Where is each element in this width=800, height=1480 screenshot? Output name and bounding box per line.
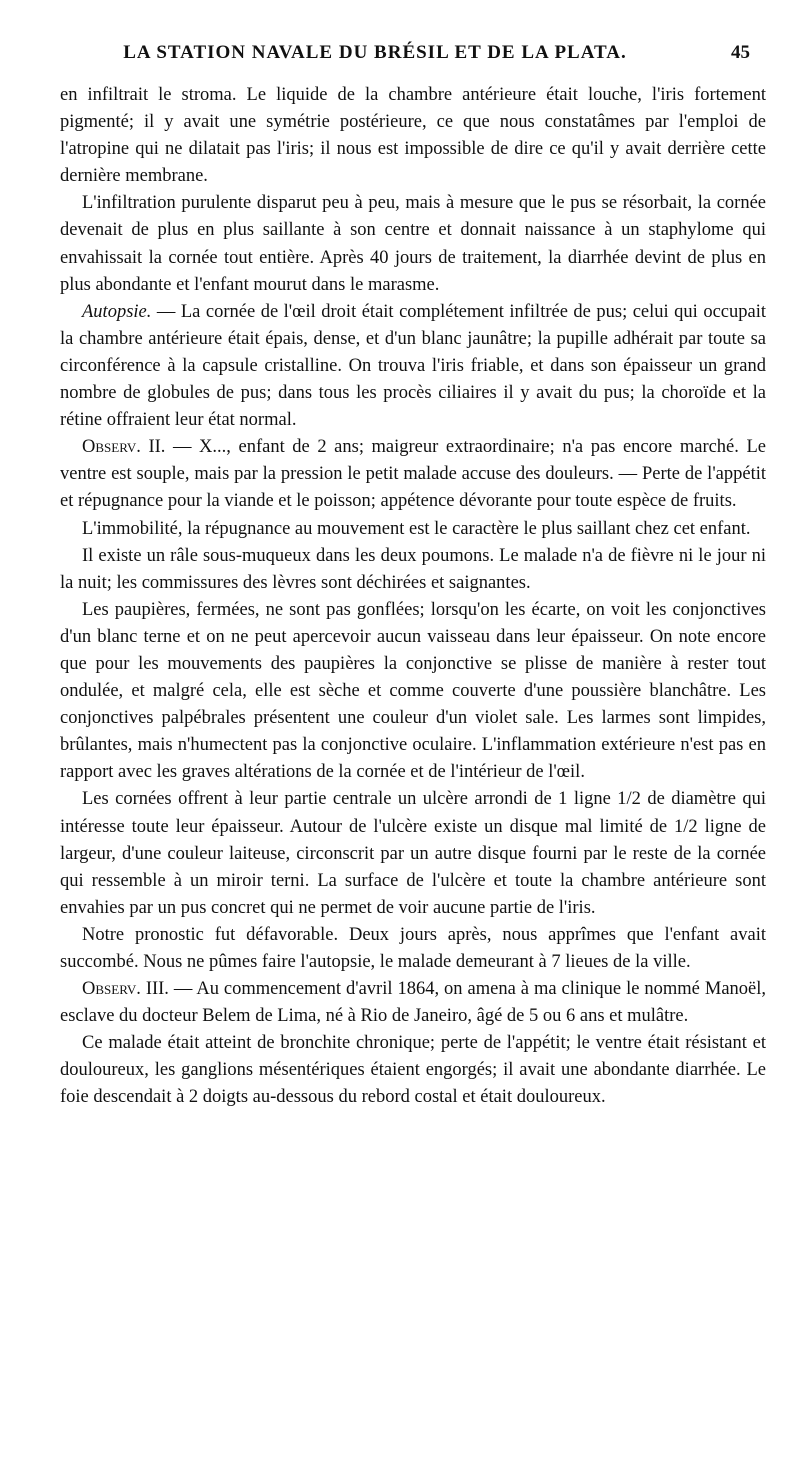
paragraph-2: L'infiltration purulente disparut peu à peu, mais à mesure que le pus se résorbait, la cornée devenait de plus en plus saillante à son centre et donnait naissance à un staphylome qui envahissait la cornée tout entière. Après 40 jours de traitement, la diarrhée devint de plus en plus abondante et l'enfant mourut dans le marasme. <box>60 193 766 295</box>
paragraph-1: en infiltrait le stroma. Le liquide de la chambre antérieure était louche, l'iris fortement pigmenté; il y avait une symétrie postérieure, ce que nous constatâmes par l'emploi de l'atropine qui ne dilatait pas l'iris; il nous est impossible de dire ce qu'il y avait derrière cette dernière membrane. <box>60 85 766 187</box>
paragraph-observation-2 <box>60 434 766 515</box>
paragraph-observation-3 <box>60 976 766 1030</box>
observation-3-label: Observ. <box>82 979 141 1000</box>
autopsie-label: Autopsie. <box>82 301 152 322</box>
paragraph-9: Notre pronostic fut défavorable. Deux jours après, nous apprîmes que l'enfant avait succombé. Nous ne pûmes faire l'autopsie, le malade demeurant à 7 lieues de la ville. <box>60 924 766 972</box>
observation-2-text: II. — X..., enfant de 2 ans; maigreur extraordinaire; n'a pas encore marché. Le ventre est souple, mais par la pression le petit malade accuse des douleurs. — Perte de l'appétit et répugnance pour la viande et le poisson; appétence dévorante pour toute espèce de fruits. <box>60 437 766 512</box>
page-header <box>60 42 760 70</box>
paragraph-7: Les paupières, fermées, ne sont pas gonflées; lorsqu'on les écarte, on voit les conjonctives d'un blanc terne et on ne peut apercevoir aucun vaisseau dans leur épaisseur. On note encore que pour les mouvements des paupières la conjonctive se plisse de manière à rester tout ondulée, et malgré cela, elle est sèche et comme couverte d'une poussière blanchâtre. Les conjonctives palpébrales présentent une couleur d'un violet sale. Les larmes sont limpides, brûlantes, mais n'humectent pas la conjonctive oculaire. L'inflammation extérieure n'est pas en rapport avec les graves altérations de la cornée et de l'intérieur de l'œil. <box>60 599 766 783</box>
paragraph-11: Ce malade était atteint de bronchite chronique; perte de l'appétit; le ventre était résistant et douloureux, les ganglions mésentériques étaient engorgés; il avait une abondante diarrhée. Le foie descendait à 2 doigts au-dessous du rebord costal et était douloureux. <box>60 1033 766 1108</box>
page-number: 45 <box>731 42 750 63</box>
autopsie-text: — La cornée de l'œil droit était complétement infiltrée de pus; celui qui occupait la chambre antérieure était épais, dense, et d'un blanc jaunâtre; la pupille adhérait par toute sa circonférence à la capsule cristalline. On trouva l'iris friable, et dans son épaisseur un grand nombre de globules de pus; dans tous les procès ciliaires il y avait du pus; la choroïde et la rétine offraient leur état normal. <box>60 301 766 431</box>
paragraph-5: L'immobilité, la répugnance au mouvement est le caractère le plus saillant chez cet enfant. <box>82 518 751 539</box>
body-text <box>60 82 766 1112</box>
running-title: LA STATION NAVALE DU BRÉSIL ET DE LA PLATA. <box>123 42 627 63</box>
paragraph-8: Les cornées offrent à leur partie centrale un ulcère arrondi de 1 ligne 1/2 de diamètre qui intéresse toute leur épaisseur. Autour de l'ulcère existe un disque mal limité de 1/2 ligne de largeur, d'une couleur laiteuse, circonscrit par un autre disque fourni par le reste de la cornée qui ressemble à un miroir terni. La surface de l'ulcère et toute la chambre antérieure sont envahies par un pus concret qui ne permet de voir aucune partie de l'iris. <box>60 789 766 918</box>
observation-3-text: III. — Au commencement d'avril 1864, on amena à ma clinique le nommé Manoël, esclave du docteur Belem de Lima, né à Rio de Janeiro, âgé de 5 ou 6 ans et mulâtre. <box>60 979 766 1027</box>
observation-2-label: Observ. <box>82 437 141 458</box>
paragraph-autopsie <box>60 299 766 434</box>
paragraph-6: Il existe un râle sous-muqueux dans les deux poumons. Le malade n'a de fièvre ni le jour ni la nuit; les commissures des lèvres sont déchirées et saignantes. <box>60 545 766 593</box>
